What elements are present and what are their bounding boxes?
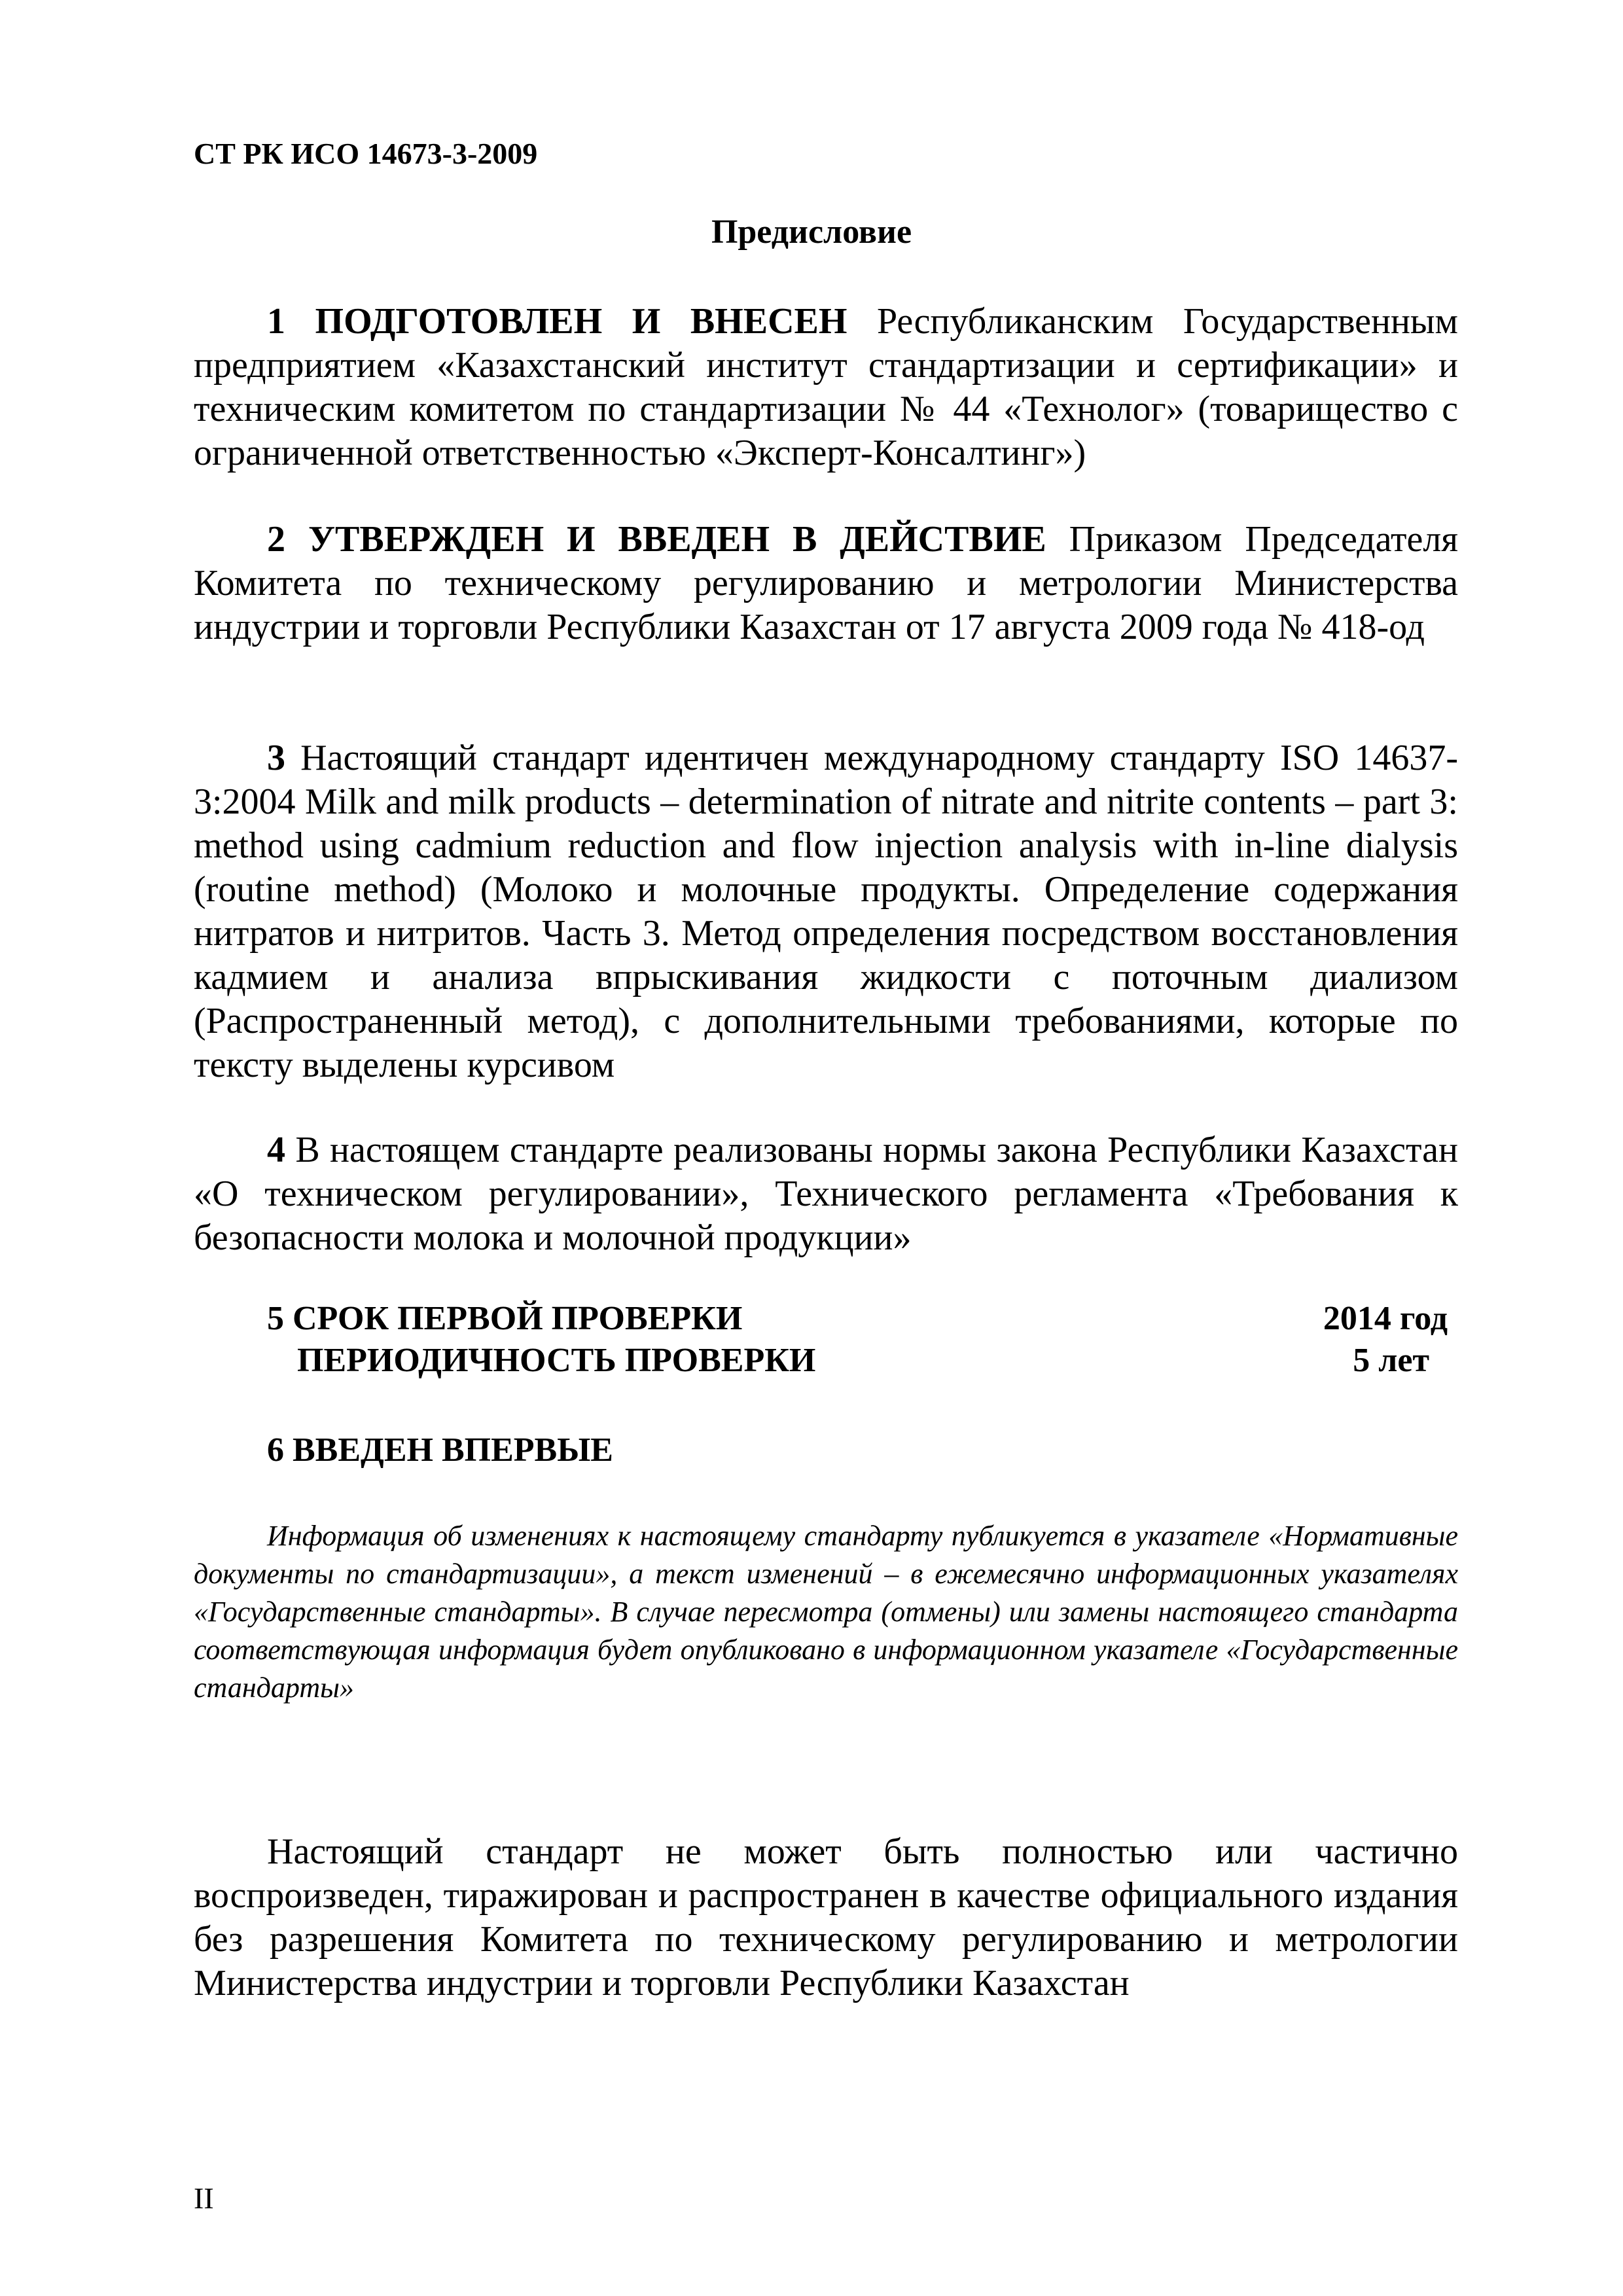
changes-info-note: Информация об изменениях к настоящему стандарту публикуется в указателе «Нормативные документы по стандартизации», а текст изменений – в ежемесячно информационных указателях «Государственные стандарты». В случае пересмотра (отмены) или замены настоящего стандарта соответствующая информация будет опубликовано в информационном указателе «Государственные стандарты» [194, 1520, 1458, 1704]
preface-item-2 [194, 518, 1458, 649]
first-review-value: 2014 год [1323, 1300, 1448, 1337]
document-code: СТ РК ИСО 14673-3-2009 [194, 137, 538, 170]
item-number: 1 [267, 301, 285, 342]
preface-item-1 [194, 300, 1458, 475]
item-number: 3 [267, 738, 285, 778]
item-lead: УТВЕРЖДЕН И ВВЕДЕН В ДЕЙСТВИЕ [308, 519, 1046, 560]
item-text: Приказом Председателя Комитета по техническому регулированию и метрологии Министерства индустрии и торговли Республики Казахстан от 17 августа 2009 года № 418-од [194, 519, 1459, 647]
preface-item-6: 6 ВВЕДЕН ВПЕРВЫЕ [267, 1431, 613, 1469]
preface-item-4 [194, 1128, 1458, 1260]
preface-item-3 [194, 736, 1458, 1087]
page-title: Предисловие [711, 213, 912, 251]
item-text: В настоящем стандарте реализованы нормы закона Республики Казахстан «О техническом регулировании», Технического регламента «Требования к безопасности молока и молочной продукции» [194, 1130, 1459, 1258]
item-lead: ПОДГОТОВЛЕН И ВНЕСЕН [315, 301, 847, 342]
page-number: II [194, 2181, 214, 2215]
item-number: 4 [267, 1130, 285, 1170]
copyright-notice: Настоящий стандарт не может быть полностью или частично воспроизведен, тиражирован и распространен в качестве официального издания без разрешения Комитета по техническому регулированию и метрологии Министерства индустрии и торговли Республики Казахстан [194, 1831, 1458, 2003]
item-text: Настоящий стандарт идентичен международному стандарту ISO 14637-3:2004 Milk and milk products – determination of nitrate and nitrite contents – part 3: method using cadmium reduction and flow injection analysis with in-line dialysis (routine method) (Молоко и молочные продукты. Определение содержания нитратов и нитритов. Часть 3. Метод определения посредством восстановления кадмием и анализа впрыскивания жидкости с поточным диализом (Распространенный метод), с дополнительными требованиями, которые по тексту выделены курсивом [194, 738, 1459, 1085]
item-number: 2 [267, 519, 285, 560]
first-review-row [267, 1299, 1448, 1338]
review-period-row [297, 1341, 1429, 1380]
item-text: Республиканским Государственным предприятием «Казахстанский институт стандартизации и сертификации» и техническим комитетом по стандартизации № 44 «Технолог» (товарищество с ограниченной ответственностью «Эксперт-Консалтинг») [194, 301, 1458, 473]
first-review-label: 5 СРОК ПЕРВОЙ ПРОВЕРКИ [267, 1300, 743, 1337]
review-period-value: 5 лет [1353, 1342, 1429, 1379]
review-period-label: ПЕРИОДИЧНОСТЬ ПРОВЕРКИ [297, 1342, 816, 1379]
